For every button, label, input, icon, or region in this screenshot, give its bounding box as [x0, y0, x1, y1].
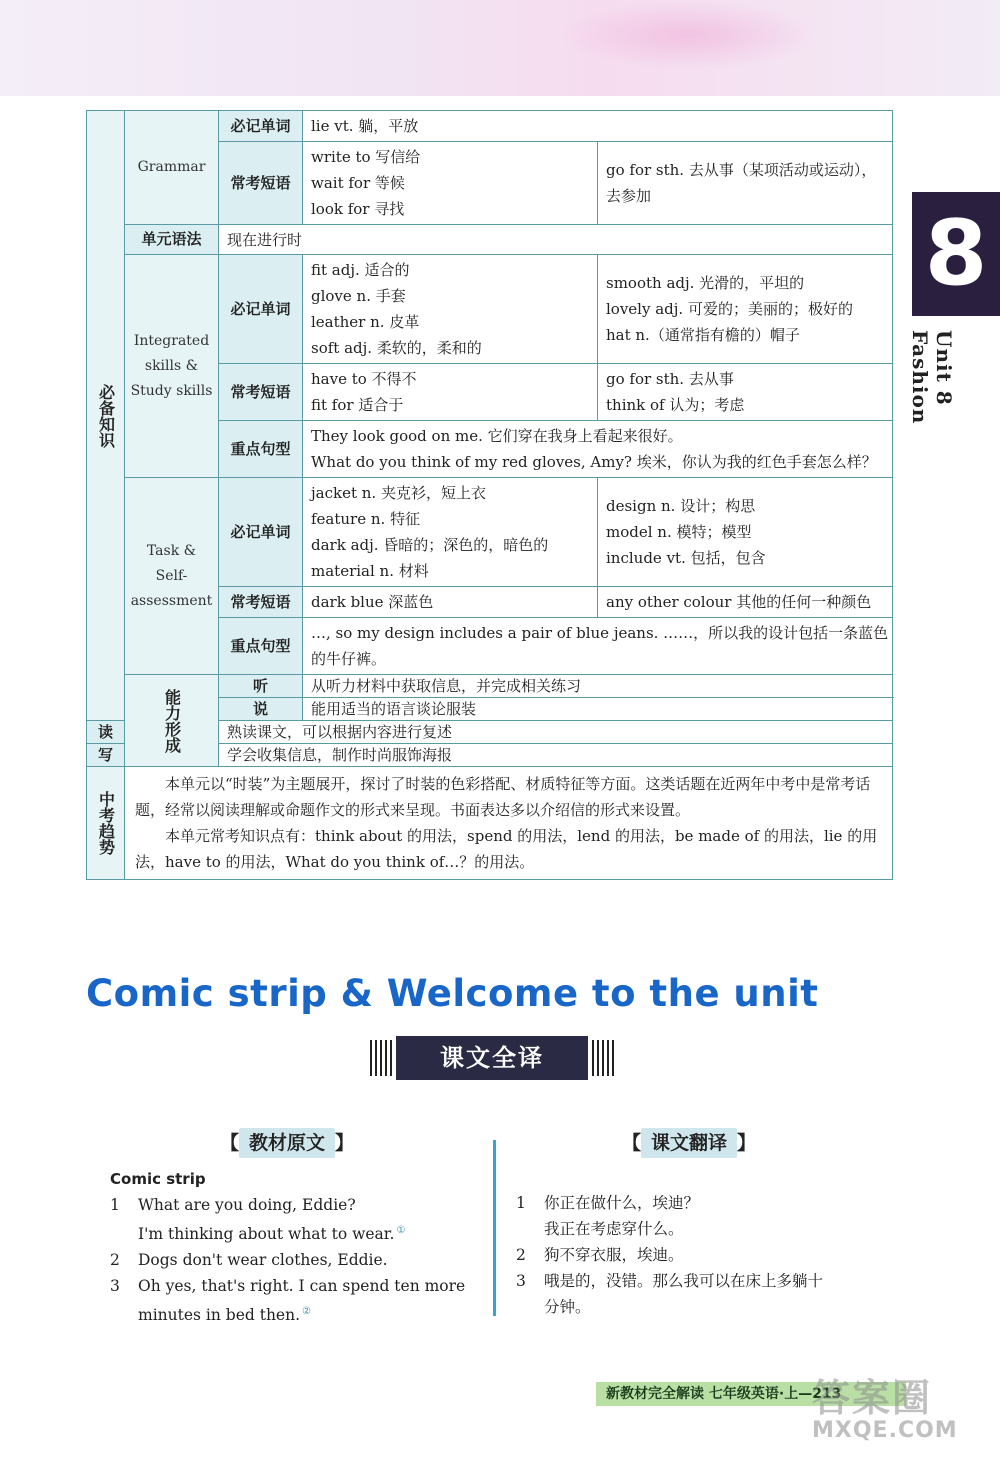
label-common-phrases: 常考短语	[219, 364, 303, 421]
banner-stripes-left	[370, 1040, 392, 1076]
task-patterns	[303, 618, 893, 675]
skill-listening-desc: 从听力材料中获取信息，并完成相关练习	[303, 675, 893, 698]
phrase-item: look for 寻找	[311, 200, 405, 218]
dialogue-line: minutes in bed then.	[138, 1306, 301, 1325]
skill-listening: 听	[219, 675, 303, 698]
word-item: jacket n. 夹克衫，短上衣	[311, 484, 486, 502]
word-item: glove n. 手套	[311, 287, 406, 305]
task-phrases-right	[598, 587, 893, 618]
unit-number-tab: 8	[912, 192, 1000, 316]
task-words-left	[303, 478, 598, 587]
phrase-item: have to 不得不	[311, 370, 417, 388]
translation-item	[516, 1190, 896, 1242]
unit-grammar-value: 现在进行时	[219, 225, 893, 255]
pattern-item: What do you think of my red gloves, Amy? 埃米，你认为我的红色手套怎么样？	[311, 453, 877, 471]
integrated-phrases-right	[598, 364, 893, 421]
item-number: 1	[516, 1194, 526, 1212]
phrase-item: think of 认为；考虑	[606, 396, 745, 414]
word-item: lie vt. 躺，平放	[311, 117, 419, 135]
bracket-right-icon: 】	[335, 1132, 355, 1154]
tag-label: 课文翻译	[641, 1128, 737, 1158]
grammar-phrases-right	[598, 142, 893, 225]
banner-label: 课文全译	[396, 1036, 588, 1080]
grammar-phrases-left	[303, 142, 598, 225]
word-item: dark adj. 昏暗的；深色的，暗色的	[311, 536, 549, 554]
section-task-self-assessment: Task & Self-assessment	[125, 478, 219, 675]
original-text-column	[110, 1166, 480, 1328]
grammar-words	[303, 111, 893, 142]
dialogue-line: Dogs don't wear clothes, Eddie.	[138, 1251, 388, 1270]
note-marker[interactable]: ②	[302, 1306, 311, 1318]
pattern-item: …, so my design includes a pair of blue jeans. ……，所以我的设计包括一条蓝色	[311, 624, 889, 642]
translation-line: 你正在做什么，埃迪？	[544, 1194, 700, 1212]
item-number: 2	[110, 1251, 120, 1270]
item-number: 1	[110, 1196, 120, 1214]
translation-line: 哦是的，没错。那么我可以在床上多躺十	[544, 1272, 824, 1290]
word-item: smooth adj. 光滑的，平坦的	[606, 274, 805, 292]
word-item: include vt. 包括，包含	[606, 549, 766, 567]
translation-line: 狗不穿衣服，埃迪。	[544, 1246, 684, 1264]
label-must-words: 必记单词	[219, 255, 303, 364]
phrase-item: write to 写信给	[311, 148, 421, 166]
bracket-left-icon: 【	[622, 1132, 642, 1154]
item-number: 3	[516, 1272, 526, 1290]
translation-column	[516, 1190, 896, 1320]
section-integrated-skills: Integrated skills & Study skills	[125, 255, 219, 478]
phrase-item: go for sth. 去从事	[606, 370, 734, 388]
watermark-url: MXQE.COM	[812, 1418, 958, 1443]
banner-stripes-right	[592, 1040, 614, 1076]
full-translation-banner	[370, 1036, 614, 1080]
exam-trend-text	[125, 767, 893, 880]
knowledge-table	[86, 110, 893, 880]
column-divider	[493, 1140, 496, 1316]
phrase-item: go for sth. 去从事（某项活动或运动），	[606, 161, 877, 179]
category-required-knowledge: 必备知识	[87, 111, 125, 721]
skill-writing: 写	[87, 744, 125, 767]
section-grammar: Grammar	[125, 111, 219, 225]
translation-line: 分钟。	[544, 1298, 591, 1316]
watermark-text: 答案圈	[812, 1376, 933, 1420]
label-key-patterns: 重点句型	[219, 421, 303, 478]
unit-side-label: Unit 8 Fashion	[908, 330, 956, 425]
integrated-phrases-left	[303, 364, 598, 421]
phrase-item: fit for 适合于	[311, 396, 404, 414]
word-item: feature n. 特征	[311, 510, 421, 528]
category-exam-trend: 中考趋势	[87, 767, 125, 880]
tag-original-text	[220, 1128, 354, 1158]
skill-speaking: 说	[219, 698, 303, 721]
page-footer: 新教材完全解读 七年级英语·上—213	[596, 1382, 906, 1406]
item-number: 3	[110, 1277, 120, 1296]
item-number: 2	[516, 1246, 526, 1264]
tag-label: 教材原文	[239, 1128, 335, 1158]
section-title: Comic strip & Welcome to the unit	[86, 972, 819, 1015]
pattern-item: 的牛仔裤。	[311, 650, 387, 668]
trend-paragraph-2: 本单元常考知识点有：think about 的用法，spend 的用法，lend 的用法，be made of 的用法，lie 的用法，have to 的用法，What do you think of…？的用法。	[135, 827, 878, 871]
dialogue-item	[110, 1273, 480, 1328]
phrase-item: wait for 等候	[311, 174, 405, 192]
word-item: lovely adj. 可爱的；美丽的；极好的	[606, 300, 853, 318]
translation-item	[516, 1268, 896, 1320]
label-must-words: 必记单词	[219, 478, 303, 587]
comic-strip-heading: Comic strip	[110, 1170, 206, 1188]
translation-line: 我正在考虑穿什么。	[544, 1220, 684, 1238]
bracket-right-icon: 】	[737, 1132, 757, 1154]
integrated-words-left	[303, 255, 598, 364]
label-common-phrases: 常考短语	[219, 142, 303, 225]
label-common-phrases: 常考短语	[219, 587, 303, 618]
pattern-item: They look good on me. 它们穿在我身上看起来很好。	[311, 427, 683, 445]
task-phrases-left	[303, 587, 598, 618]
word-item: material n. 材料	[311, 562, 429, 580]
tag-translation	[622, 1128, 756, 1158]
word-item: design n. 设计；构思	[606, 497, 756, 515]
word-item: soft adj. 柔软的，柔和的	[311, 339, 482, 357]
word-item: hat n.（通常指有檐的）帽子	[606, 326, 800, 344]
dialogue-line: I'm thinking about what to wear.	[138, 1225, 395, 1244]
trend-paragraph-1: 本单元以“时装”为主题展开，探讨了时装的色彩搭配、材质特征等方面。这类话题在近两年中考中是常考话题，经常以阅读理解或命题作文的形式来呈现。书面表达多以介绍信的形式来设置。	[135, 775, 871, 819]
phrase-item: 去参加	[606, 187, 652, 205]
category-ability-formation: 能力形成	[125, 675, 219, 767]
dialogue-item	[110, 1192, 480, 1247]
word-item: fit adj. 适合的	[311, 261, 410, 279]
word-item: model n. 模特；模型	[606, 523, 752, 541]
integrated-patterns	[303, 421, 893, 478]
bracket-left-icon: 【	[220, 1132, 240, 1154]
top-decor-band	[0, 0, 1000, 96]
translation-item	[516, 1242, 896, 1268]
task-words-right	[598, 478, 893, 587]
skill-reading: 读	[87, 721, 125, 744]
word-item: leather n. 皮革	[311, 313, 420, 331]
note-marker[interactable]: ①	[396, 1225, 406, 1236]
label-key-patterns: 重点句型	[219, 618, 303, 675]
label-unit-grammar: 单元语法	[125, 225, 219, 255]
phrase-item: dark blue 深蓝色	[311, 593, 434, 611]
skill-speaking-desc: 能用适当的语言谈论服装	[303, 698, 893, 721]
dialogue-item	[110, 1247, 480, 1273]
skill-writing-desc: 学会收集信息，制作时尚服饰海报	[219, 744, 893, 767]
label-must-words: 必记单词	[219, 111, 303, 142]
integrated-words-right	[598, 255, 893, 364]
skill-reading-desc: 熟读课文，可以根据内容进行复述	[219, 721, 893, 744]
dialogue-line: Oh yes, that's right. I can spend ten more	[138, 1277, 466, 1296]
phrase-item: any other colour 其他的任何一种颜色	[606, 593, 872, 611]
watermark-logo	[812, 1376, 992, 1446]
dialogue-line: What are you doing, Eddie?	[138, 1196, 356, 1214]
